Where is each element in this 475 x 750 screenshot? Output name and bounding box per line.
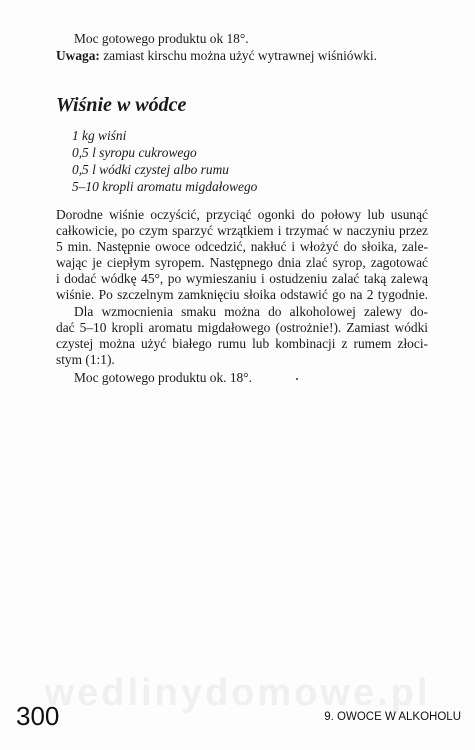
paragraph2-line: dać 5–10 kropli aromatu migdałowego (ostrożnie!). Zamiast wódki bbox=[56, 320, 428, 335]
final-strength-line: Moc gotowego produktu ok. 18°. bbox=[74, 370, 252, 385]
paragraph2-line: czystej można użyć białego rumu lub kombinacji z rumem złoci- bbox=[56, 336, 428, 351]
ink-speck bbox=[296, 378, 298, 380]
paragraph2-line: stym (1:1). bbox=[56, 352, 115, 367]
note-line bbox=[56, 49, 377, 62]
paragraph1-line: 5 min. Następnie owoce odcedzić, nakłuć i włożyć do słoika, zale- bbox=[56, 239, 428, 254]
paragraph1-line: całkowicie, po czym sparzyć wrzątkiem i trzymać w naczyniu przez bbox=[56, 223, 428, 238]
ingredient-item: 5–10 kropli aromatu migdałowego bbox=[72, 179, 258, 194]
ingredient-item: 0,5 l syropu cukrowego bbox=[72, 145, 197, 160]
page-number: 300 bbox=[16, 701, 60, 731]
paragraph1-line: i dodać wódkę 45°, po wymieszaniu i ostudzeniu zalać taką zalewą bbox=[56, 271, 428, 286]
ingredient-item: 1 kg wiśni bbox=[72, 128, 127, 143]
watermark: wedlinydomowe.pl bbox=[44, 672, 431, 714]
product-strength-line: Moc gotowego produktu ok 18°. bbox=[74, 31, 249, 46]
recipe-title: Wiśnie w wódce bbox=[56, 94, 187, 116]
paragraph2-line: Dla wzmocnienia smaku można do alkoholowej zalewy do- bbox=[74, 304, 428, 319]
paragraph1-line: wiśnie. Po szczelnym zamknięciu słoika odstawić go na 2 tygodnie. bbox=[56, 287, 428, 302]
note-label: Uwaga: bbox=[56, 48, 100, 63]
paragraph1-line: wając je ciepłym syropem. Następnego dnia zlać syrop, zagotować bbox=[56, 255, 428, 270]
ingredient-item: 0,5 l wódki czystej albo rumu bbox=[72, 162, 229, 177]
chapter-header: 9. OWOCE W ALKOHOLU bbox=[324, 711, 461, 723]
paragraph1-line: Dorodne wiśnie oczyścić, przyciąć ogonki do połowy lub usunąć bbox=[56, 207, 428, 222]
note-text: zamiast kirschu można użyć wytrawnej wiśniówki. bbox=[99, 48, 377, 63]
